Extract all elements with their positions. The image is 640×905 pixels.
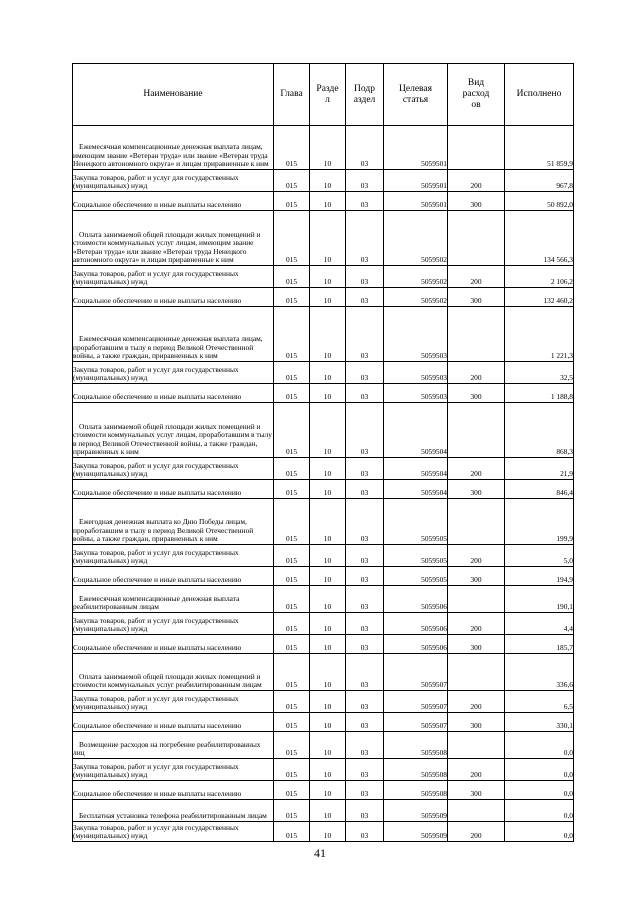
cell-name: Закупка товаров, работ и услуг для государственных (муниципальных) нужд	[73, 613, 274, 635]
cell-razdel: 10	[310, 691, 346, 713]
cell-glava: 015	[274, 781, 310, 800]
cell-glava: 015	[274, 567, 310, 586]
cell-podrazdel: 03	[346, 266, 384, 288]
header-ispolneno: Исполнено	[505, 64, 574, 126]
cell-razdel: 10	[310, 713, 346, 732]
table-row	[73, 266, 574, 288]
table-row	[73, 759, 574, 781]
cell-vid-rashodov	[448, 211, 505, 266]
cell-glava: 015	[274, 732, 310, 759]
cell-vid-rashodov: 300	[448, 781, 505, 800]
cell-ispolneno: 6,5	[505, 691, 574, 713]
cell-ispolneno: 336,6	[505, 654, 574, 691]
table-row	[73, 499, 574, 545]
cell-razdel: 10	[310, 635, 346, 654]
cell-razdel: 10	[310, 126, 346, 170]
table-row	[73, 545, 574, 567]
header-glava: Глава	[274, 64, 310, 126]
cell-podrazdel: 03	[346, 613, 384, 635]
cell-podrazdel: 03	[346, 288, 384, 307]
cell-ispolneno: 1 188,8	[505, 384, 574, 403]
cell-name: Бесплатная установка телефона реабилитированным лицам	[73, 800, 274, 822]
cell-vid-rashodov: 200	[448, 266, 505, 288]
table-row	[73, 654, 574, 691]
cell-razdel: 10	[310, 480, 346, 499]
cell-ispolneno: 51 859,9	[505, 126, 574, 170]
budget-execution-table	[72, 63, 574, 842]
cell-glava: 015	[274, 126, 310, 170]
cell-razdel: 10	[310, 822, 346, 842]
cell-vid-rashodov	[448, 800, 505, 822]
cell-glava: 015	[274, 211, 310, 266]
cell-celevaya-statya: 5059501	[384, 192, 448, 211]
cell-celevaya-statya: 5059508	[384, 732, 448, 759]
cell-vid-rashodov: 300	[448, 713, 505, 732]
table-row	[73, 586, 574, 613]
cell-name: Закупка товаров, работ и услуг для государственных (муниципальных) нужд	[73, 266, 274, 288]
cell-ispolneno: 846,4	[505, 480, 574, 499]
cell-podrazdel: 03	[346, 126, 384, 170]
cell-vid-rashodov: 200	[448, 362, 505, 384]
cell-name: Социальное обеспечение и иные выплаты населению	[73, 781, 274, 800]
table-row	[73, 170, 574, 192]
cell-vid-rashodov	[448, 586, 505, 613]
cell-glava: 015	[274, 759, 310, 781]
table-row	[73, 800, 574, 822]
cell-podrazdel: 03	[346, 545, 384, 567]
cell-ispolneno: 0,0	[505, 800, 574, 822]
cell-razdel: 10	[310, 288, 346, 307]
cell-name: Ежемесячная компенсационные денежная выплата лицам, проработавшим в тылу в период Великой Отечественной войны, а также граждан, приравненных к ним	[73, 307, 274, 362]
cell-ispolneno: 21,9	[505, 458, 574, 480]
cell-podrazdel: 03	[346, 691, 384, 713]
cell-glava: 015	[274, 545, 310, 567]
cell-glava: 015	[274, 654, 310, 691]
cell-glava: 015	[274, 170, 310, 192]
cell-glava: 015	[274, 635, 310, 654]
table-row	[73, 613, 574, 635]
cell-razdel: 10	[310, 545, 346, 567]
cell-name: Социальное обеспечение и иные выплаты населению	[73, 384, 274, 403]
table-row	[73, 781, 574, 800]
cell-ispolneno: 5,0	[505, 545, 574, 567]
cell-podrazdel: 03	[346, 822, 384, 842]
cell-vid-rashodov: 200	[448, 822, 505, 842]
cell-glava: 015	[274, 499, 310, 545]
cell-celevaya-statya: 5059504	[384, 403, 448, 458]
cell-celevaya-statya: 5059504	[384, 480, 448, 499]
cell-ispolneno: 4,4	[505, 613, 574, 635]
cell-celevaya-statya: 5059501	[384, 126, 448, 170]
table-row	[73, 384, 574, 403]
cell-glava: 015	[274, 480, 310, 499]
cell-name: Закупка товаров, работ и услуг для государственных (муниципальных) нужд	[73, 691, 274, 713]
cell-name: Ежемесячная компенсационные денежная выплата реабилитированным лицам	[73, 586, 274, 613]
cell-name: Ежегодная денежная выплата ко Дню Победы лицам, проработавшим в тылу в период Великой Отечественной войны, а также граждан, приравненных к ним	[73, 499, 274, 545]
cell-glava: 015	[274, 362, 310, 384]
cell-celevaya-statya: 5059503	[384, 362, 448, 384]
cell-podrazdel: 03	[346, 480, 384, 499]
cell-razdel: 10	[310, 384, 346, 403]
cell-ispolneno: 199,9	[505, 499, 574, 545]
cell-razdel: 10	[310, 654, 346, 691]
cell-ispolneno: 868,3	[505, 403, 574, 458]
cell-celevaya-statya: 5059501	[384, 170, 448, 192]
cell-vid-rashodov	[448, 307, 505, 362]
cell-podrazdel: 03	[346, 499, 384, 545]
cell-glava: 015	[274, 458, 310, 480]
cell-razdel: 10	[310, 800, 346, 822]
cell-razdel: 10	[310, 307, 346, 362]
cell-podrazdel: 03	[346, 781, 384, 800]
cell-name: Закупка товаров, работ и услуг для государственных (муниципальных) нужд	[73, 759, 274, 781]
cell-vid-rashodov	[448, 499, 505, 545]
cell-glava: 015	[274, 822, 310, 842]
cell-razdel: 10	[310, 170, 346, 192]
cell-razdel: 10	[310, 403, 346, 458]
cell-celevaya-statya: 5059509	[384, 822, 448, 842]
cell-razdel: 10	[310, 211, 346, 266]
cell-name: Оплата занимаемой общей площади жилых помещений и стоимости коммунальных услуг реабилитированным лицам	[73, 654, 274, 691]
cell-razdel: 10	[310, 781, 346, 800]
header-vid-rashodov: Вид расход ов	[448, 64, 505, 126]
cell-podrazdel: 03	[346, 732, 384, 759]
cell-celevaya-statya: 5059506	[384, 613, 448, 635]
cell-celevaya-statya: 5059503	[384, 384, 448, 403]
cell-podrazdel: 03	[346, 403, 384, 458]
cell-podrazdel: 03	[346, 211, 384, 266]
cell-celevaya-statya: 5059505	[384, 499, 448, 545]
cell-ispolneno: 190,1	[505, 586, 574, 613]
table-row	[73, 458, 574, 480]
cell-podrazdel: 03	[346, 567, 384, 586]
cell-vid-rashodov: 300	[448, 635, 505, 654]
table-row	[73, 192, 574, 211]
cell-ispolneno: 1 221,3	[505, 307, 574, 362]
page-number: 41	[314, 846, 326, 860]
cell-celevaya-statya: 5059503	[384, 307, 448, 362]
table-row	[73, 403, 574, 458]
cell-ispolneno: 194,9	[505, 567, 574, 586]
cell-ispolneno: 132 460,2	[505, 288, 574, 307]
cell-vid-rashodov	[448, 654, 505, 691]
cell-ispolneno: 0,0	[505, 822, 574, 842]
cell-vid-rashodov: 300	[448, 288, 505, 307]
table-row	[73, 288, 574, 307]
table-header-row	[73, 64, 574, 126]
cell-ispolneno: 0,0	[505, 759, 574, 781]
cell-podrazdel: 03	[346, 192, 384, 211]
cell-vid-rashodov	[448, 126, 505, 170]
cell-ispolneno: 330,1	[505, 713, 574, 732]
cell-celevaya-statya: 5059507	[384, 713, 448, 732]
cell-name: Закупка товаров, работ и услуг для государственных (муниципальных) нужд	[73, 822, 274, 842]
cell-ispolneno: 185,7	[505, 635, 574, 654]
cell-glava: 015	[274, 403, 310, 458]
header-name: Наименование	[73, 64, 274, 126]
table-row	[73, 362, 574, 384]
cell-glava: 015	[274, 192, 310, 211]
cell-podrazdel: 03	[346, 170, 384, 192]
header-razdel: Разде л	[310, 64, 346, 126]
table-row	[73, 480, 574, 499]
cell-glava: 015	[274, 691, 310, 713]
cell-podrazdel: 03	[346, 384, 384, 403]
cell-celevaya-statya: 5059507	[384, 654, 448, 691]
cell-podrazdel: 03	[346, 800, 384, 822]
cell-name: Оплата занимаемой общей площади жилых помещений и стоимости коммунальных услуг лицам, проработавшим в тылу в период Великой Отечественной войны, а также граждан, приравненных к ним	[73, 403, 274, 458]
cell-glava: 015	[274, 800, 310, 822]
cell-glava: 015	[274, 266, 310, 288]
table-row	[73, 713, 574, 732]
cell-ispolneno: 2 106,2	[505, 266, 574, 288]
cell-ispolneno: 0,0	[505, 781, 574, 800]
cell-vid-rashodov: 200	[448, 613, 505, 635]
cell-razdel: 10	[310, 362, 346, 384]
cell-name: Социальное обеспечение и иные выплаты населению	[73, 288, 274, 307]
cell-podrazdel: 03	[346, 654, 384, 691]
cell-celevaya-statya: 5059502	[384, 211, 448, 266]
cell-name: Социальное обеспечение и иные выплаты населению	[73, 192, 274, 211]
cell-celevaya-statya: 5059508	[384, 781, 448, 800]
cell-celevaya-statya: 5059506	[384, 635, 448, 654]
cell-razdel: 10	[310, 499, 346, 545]
cell-podrazdel: 03	[346, 759, 384, 781]
table-row	[73, 635, 574, 654]
cell-razdel: 10	[310, 586, 346, 613]
cell-celevaya-statya: 5059502	[384, 266, 448, 288]
cell-name: Оплата занимаемой общей площади жилых помещений и стоимости коммунальных услуг лицам, имеющим звание «Ветеран труда» или звание «Ветеран труда Ненецкого автономного округа» и лицам приравненные к ним	[73, 211, 274, 266]
cell-glava: 015	[274, 288, 310, 307]
cell-vid-rashodov: 200	[448, 170, 505, 192]
cell-razdel: 10	[310, 567, 346, 586]
cell-razdel: 10	[310, 732, 346, 759]
cell-name: Возмещение расходов на погребение реабилитированных лиц	[73, 732, 274, 759]
cell-name: Закупка товаров, работ и услуг для государственных (муниципальных) нужд	[73, 458, 274, 480]
header-podrazdel: Подр аздел	[346, 64, 384, 126]
cell-podrazdel: 03	[346, 307, 384, 362]
cell-ispolneno: 967,8	[505, 170, 574, 192]
cell-ispolneno: 32,5	[505, 362, 574, 384]
cell-celevaya-statya: 5059508	[384, 759, 448, 781]
cell-vid-rashodov: 300	[448, 567, 505, 586]
cell-glava: 015	[274, 586, 310, 613]
cell-ispolneno: 134 566,3	[505, 211, 574, 266]
cell-glava: 015	[274, 307, 310, 362]
cell-celevaya-statya: 5059506	[384, 586, 448, 613]
cell-razdel: 10	[310, 759, 346, 781]
cell-vid-rashodov: 200	[448, 691, 505, 713]
cell-celevaya-statya: 5059505	[384, 567, 448, 586]
cell-podrazdel: 03	[346, 713, 384, 732]
cell-razdel: 10	[310, 266, 346, 288]
cell-celevaya-statya: 5059504	[384, 458, 448, 480]
cell-name: Закупка товаров, работ и услуг для государственных (муниципальных) нужд	[73, 170, 274, 192]
cell-name: Закупка товаров, работ и услуг для государственных (муниципальных) нужд	[73, 362, 274, 384]
table-row	[73, 822, 574, 842]
cell-podrazdel: 03	[346, 362, 384, 384]
cell-glava: 015	[274, 384, 310, 403]
cell-vid-rashodov: 300	[448, 480, 505, 499]
cell-razdel: 10	[310, 192, 346, 211]
cell-name: Социальное обеспечение и иные выплаты населению	[73, 635, 274, 654]
cell-celevaya-statya: 5059502	[384, 288, 448, 307]
cell-vid-rashodov: 200	[448, 545, 505, 567]
cell-celevaya-statya: 5059505	[384, 545, 448, 567]
cell-razdel: 10	[310, 613, 346, 635]
cell-celevaya-statya: 5059509	[384, 800, 448, 822]
cell-name: Социальное обеспечение и иные выплаты населению	[73, 713, 274, 732]
cell-glava: 015	[274, 713, 310, 732]
cell-celevaya-statya: 5059507	[384, 691, 448, 713]
cell-name: Закупка товаров, работ и услуг для государственных (муниципальных) нужд	[73, 545, 274, 567]
table-row	[73, 732, 574, 759]
cell-vid-rashodov: 300	[448, 192, 505, 211]
table-row	[73, 307, 574, 362]
cell-name: Социальное обеспечение и иные выплаты населению	[73, 480, 274, 499]
cell-vid-rashodov: 200	[448, 759, 505, 781]
cell-ispolneno: 50 892,0	[505, 192, 574, 211]
cell-podrazdel: 03	[346, 635, 384, 654]
cell-vid-rashodov	[448, 403, 505, 458]
cell-name: Ежемесячная компенсационные денежная выплата лицам, имеющим звание «Ветеран труда» или звание «Ветеран труда Ненецкого автономного округа» и лицам приравненные к ним	[73, 126, 274, 170]
cell-vid-rashodov: 300	[448, 384, 505, 403]
cell-razdel: 10	[310, 458, 346, 480]
table-row	[73, 691, 574, 713]
cell-name: Социальное обеспечение и иные выплаты населению	[73, 567, 274, 586]
cell-vid-rashodov: 200	[448, 458, 505, 480]
cell-podrazdel: 03	[346, 586, 384, 613]
header-celevaya-statya: Целевая статья	[384, 64, 448, 126]
table-row	[73, 211, 574, 266]
table-body	[73, 126, 574, 842]
cell-podrazdel: 03	[346, 458, 384, 480]
cell-glava: 015	[274, 613, 310, 635]
table-row	[73, 567, 574, 586]
cell-ispolneno: 0,0	[505, 732, 574, 759]
table-row	[73, 126, 574, 170]
cell-vid-rashodov	[448, 732, 505, 759]
